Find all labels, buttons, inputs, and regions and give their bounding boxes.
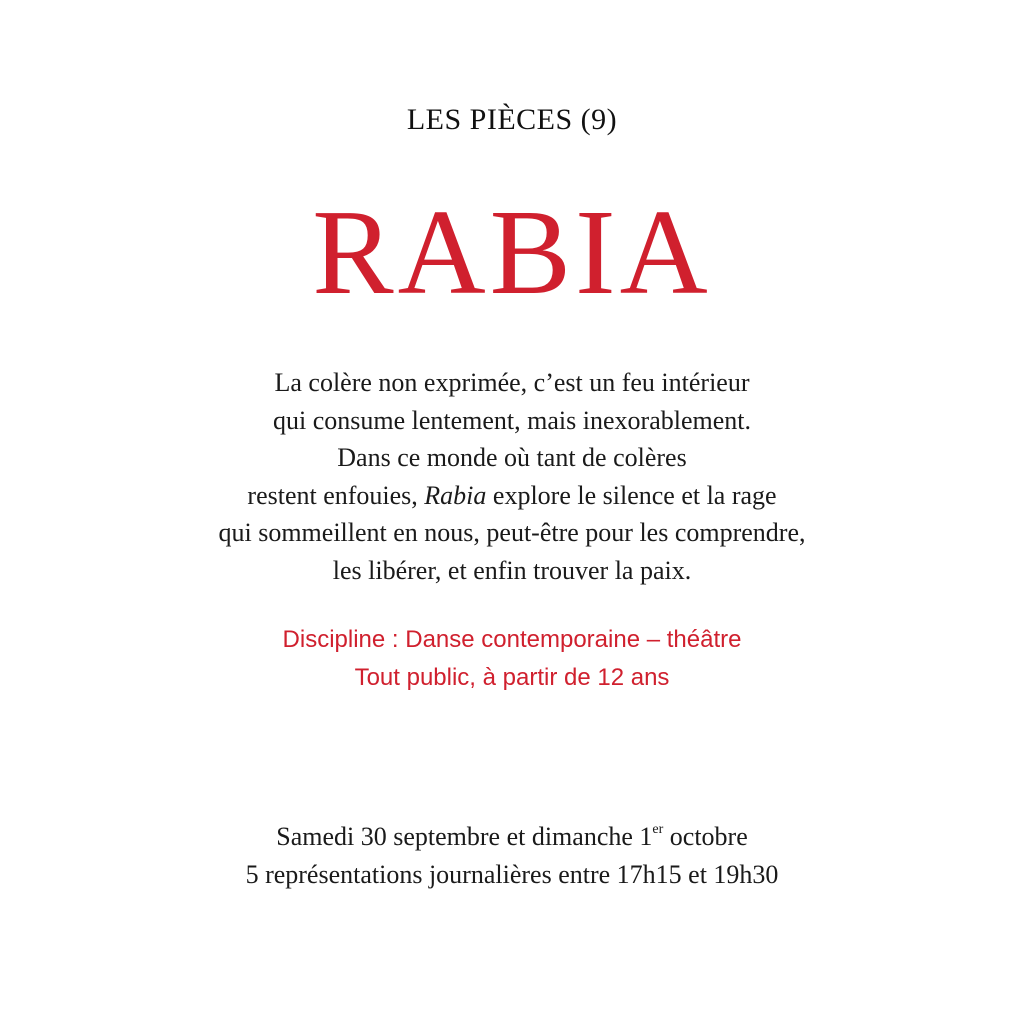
info-block — [0, 621, 1024, 697]
description-line: les libérer, et enfin trouver la paix. — [332, 555, 692, 585]
description-line: qui consume lentement, mais inexorablement. — [273, 405, 751, 435]
discipline-label: Discipline : Danse contemporaine – théâtre — [282, 626, 742, 653]
dates-text: Samedi 30 septembre et dimanche 1 — [276, 822, 653, 851]
audience-label: Tout public, à partir de 12 ans — [354, 664, 670, 691]
dates-block — [0, 818, 1024, 894]
show-title: RABIA — [312, 185, 712, 320]
performances-line: 5 représentations journalières entre 17h15 et 19h30 — [245, 860, 779, 889]
section-title: LES PIÈCES (9) — [406, 103, 618, 136]
description-text: explore le silence et la rage — [486, 480, 777, 510]
description-text: restent enfouies, — [247, 480, 425, 510]
description-line: La colère non exprimée, c’est un feu intérieur — [274, 368, 750, 397]
description-line: qui sommeillent en nous, peut-être pour les comprendre, — [218, 518, 806, 547]
dates-line — [0, 818, 1024, 856]
dates-text: octobre — [663, 822, 748, 851]
description-line — [0, 477, 1024, 515]
show-title-italic: Rabia — [424, 480, 487, 510]
description-paragraph — [0, 364, 1024, 589]
description-line: Dans ce monde où tant de colères — [337, 443, 687, 472]
ordinal-suffix: er — [652, 822, 664, 837]
